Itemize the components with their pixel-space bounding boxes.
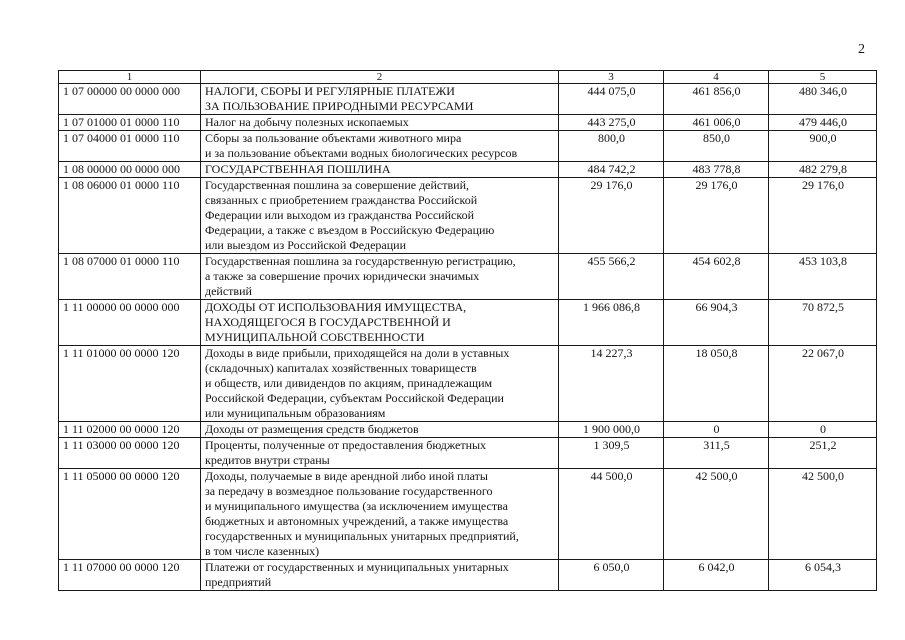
- row-code-cell: 1 07 01000 01 0000 110: [59, 115, 201, 131]
- row-name-line: Сборы за пользование объектами животного мира: [205, 131, 462, 145]
- row-name-cell: [201, 422, 559, 438]
- row-name-line: и муниципального имущества (за исключением имущества: [205, 499, 508, 513]
- row-value-cell-1: 44 500,0: [559, 469, 664, 560]
- row-code-cell: 1 08 07000 01 0000 110: [59, 254, 201, 300]
- row-value-cell-1: 6 050,0: [559, 560, 664, 591]
- row-value-cell-3: 900,0: [769, 131, 877, 162]
- row-name-cell: [201, 438, 559, 469]
- row-code-cell: 1 07 04000 01 0000 110: [59, 131, 201, 162]
- row-name-cell: [201, 178, 559, 254]
- row-code-cell: 1 07 00000 00 0000 000: [59, 84, 201, 115]
- row-name-cell: [201, 469, 559, 560]
- row-value-cell-1: 14 227,3: [559, 346, 664, 422]
- row-code-cell: 1 11 02000 00 0000 120: [59, 422, 201, 438]
- row-code-cell: 1 11 07000 00 0000 120: [59, 560, 201, 591]
- row-name-line: Доходы в виде прибыли, приходящейся на доли в уставных: [205, 346, 510, 360]
- row-value-cell-2: 311,5: [664, 438, 769, 469]
- row-name-line: ДОХОДЫ ОТ ИСПОЛЬЗОВАНИЯ ИМУЩЕСТВА,: [205, 300, 467, 314]
- row-code-cell: 1 11 01000 00 0000 120: [59, 346, 201, 422]
- row-name-cell: [201, 115, 559, 131]
- row-value-cell-3: 482 279,8: [769, 162, 877, 178]
- row-name-line: и обществ, или дивидендов по акциям, принадлежащим: [205, 376, 493, 390]
- revenue-table-body: [59, 71, 877, 591]
- row-value-cell-3: 42 500,0: [769, 469, 877, 560]
- table-row: [59, 422, 877, 438]
- row-value-cell-3: 70 872,5: [769, 300, 877, 346]
- row-value-cell-2: 461 006,0: [664, 115, 769, 131]
- row-name-cell: [201, 560, 559, 591]
- row-name-line: Платежи от государственных и муниципальных унитарных: [205, 560, 509, 574]
- row-value-cell-2: 0: [664, 422, 769, 438]
- row-value-cell-2: 29 176,0: [664, 178, 769, 254]
- row-value-cell-2: 42 500,0: [664, 469, 769, 560]
- row-code-cell: 1 11 00000 00 0000 000: [59, 300, 201, 346]
- row-name-line: Налог на добычу полезных ископаемых: [205, 115, 409, 129]
- table-row: [59, 469, 877, 560]
- row-name-cell: [201, 162, 559, 178]
- row-value-cell-2: 454 602,8: [664, 254, 769, 300]
- row-name-line: Доходы от размещения средств бюджетов: [205, 422, 419, 436]
- row-name-line: за передачу в возмездное пользование государственного: [205, 484, 493, 498]
- row-code-cell: 1 08 06000 01 0000 110: [59, 178, 201, 254]
- row-value-cell-1: 1 966 086,8: [559, 300, 664, 346]
- row-code-cell: 1 11 05000 00 0000 120: [59, 469, 201, 560]
- row-name-cell: [201, 300, 559, 346]
- row-value-cell-3: 479 446,0: [769, 115, 877, 131]
- row-name-line: и за пользование объектами водных биологических ресурсов: [205, 146, 518, 160]
- row-value-cell-2: 6 042,0: [664, 560, 769, 591]
- table-row: [59, 84, 877, 115]
- row-value-cell-1: 484 742,2: [559, 162, 664, 178]
- table-row: [59, 560, 877, 591]
- row-value-cell-1: 444 075,0: [559, 84, 664, 115]
- row-name-line: ГОСУДАРСТВЕННАЯ ПОШЛИНА: [205, 162, 391, 176]
- row-value-cell-2: 18 050,8: [664, 346, 769, 422]
- row-value-cell-1: 29 176,0: [559, 178, 664, 254]
- header-cell-value-1: 3: [559, 71, 664, 84]
- row-value-cell-3: 251,2: [769, 438, 877, 469]
- row-value-cell-3: 480 346,0: [769, 84, 877, 115]
- revenue-table: [58, 70, 877, 591]
- table-row: [59, 131, 877, 162]
- row-name-line: Доходы, получаемые в виде арендной либо иной платы: [205, 469, 488, 483]
- row-name-line: Федерации, а также с въездом в Российскую Федерацию: [205, 223, 495, 237]
- table-header-row: [59, 71, 877, 84]
- row-name-line: действий: [205, 284, 252, 298]
- row-name-line: связанных с приобретением гражданства Российской: [205, 193, 478, 207]
- row-name-line: бюджетных и автономных учреждений, а также имущества: [205, 514, 509, 528]
- row-name-line: Проценты, полученные от предоставления бюджетных: [205, 438, 487, 452]
- table-row: [59, 178, 877, 254]
- row-value-cell-1: 455 566,2: [559, 254, 664, 300]
- header-cell-value-2: 4: [664, 71, 769, 84]
- row-name-line: или выездом из Российской Федерации: [205, 238, 406, 252]
- header-cell-code: 1: [59, 71, 201, 84]
- table-row: [59, 438, 877, 469]
- row-name-line: в том числе казенных): [205, 544, 320, 558]
- row-value-cell-1: 1 900 000,0: [559, 422, 664, 438]
- row-name-line: кредитов внутри страны: [205, 453, 330, 467]
- row-name-line: (складочных) капиталах хозяйственных товариществ: [205, 361, 477, 375]
- row-name-cell: [201, 84, 559, 115]
- row-name-line: НАХОДЯЩЕГОСЯ В ГОСУДАРСТВЕННОЙ И: [205, 315, 451, 329]
- row-name-cell: [201, 346, 559, 422]
- row-value-cell-3: 29 176,0: [769, 178, 877, 254]
- row-name-cell: [201, 131, 559, 162]
- row-code-cell: 1 11 03000 00 0000 120: [59, 438, 201, 469]
- table-row: [59, 162, 877, 178]
- header-cell-name: 2: [201, 71, 559, 84]
- row-code-cell: 1 08 00000 00 0000 000: [59, 162, 201, 178]
- table-row: [59, 300, 877, 346]
- row-value-cell-1: 443 275,0: [559, 115, 664, 131]
- row-name-line: Федерации или выходом из гражданства Российской: [205, 208, 474, 222]
- header-cell-value-3: 5: [769, 71, 877, 84]
- table-row: [59, 346, 877, 422]
- row-value-cell-2: 850,0: [664, 131, 769, 162]
- row-name-line: Государственная пошлина за государственную регистрацию,: [205, 254, 516, 268]
- row-value-cell-1: 1 309,5: [559, 438, 664, 469]
- row-value-cell-3: 453 103,8: [769, 254, 877, 300]
- row-value-cell-2: 461 856,0: [664, 84, 769, 115]
- row-value-cell-3: 0: [769, 422, 877, 438]
- table-row: [59, 254, 877, 300]
- row-name-line: государственных и муниципальных унитарных предприятий,: [205, 529, 519, 543]
- row-value-cell-3: 6 054,3: [769, 560, 877, 591]
- table-row: [59, 115, 877, 131]
- row-name-line: ЗА ПОЛЬЗОВАНИЕ ПРИРОДНЫМИ РЕСУРСАМИ: [205, 99, 474, 113]
- row-value-cell-3: 22 067,0: [769, 346, 877, 422]
- row-name-line: или муниципальным образованиям: [205, 406, 386, 420]
- page-number: 2: [858, 42, 865, 57]
- row-value-cell-2: 66 904,3: [664, 300, 769, 346]
- row-name-line: предприятий: [205, 575, 272, 589]
- row-name-line: а также за совершение прочих юридически значимых: [205, 269, 480, 283]
- row-value-cell-2: 483 778,8: [664, 162, 769, 178]
- row-name-line: Российской Федерации, субъектам Российской Федерации: [205, 391, 504, 405]
- row-name-cell: [201, 254, 559, 300]
- row-name-line: МУНИЦИПАЛЬНОЙ СОБСТВЕННОСТИ: [205, 330, 425, 344]
- row-name-line: НАЛОГИ, СБОРЫ И РЕГУЛЯРНЫЕ ПЛАТЕЖИ: [205, 84, 455, 98]
- row-name-line: Государственная пошлина за совершение действий,: [205, 178, 470, 192]
- row-value-cell-1: 800,0: [559, 131, 664, 162]
